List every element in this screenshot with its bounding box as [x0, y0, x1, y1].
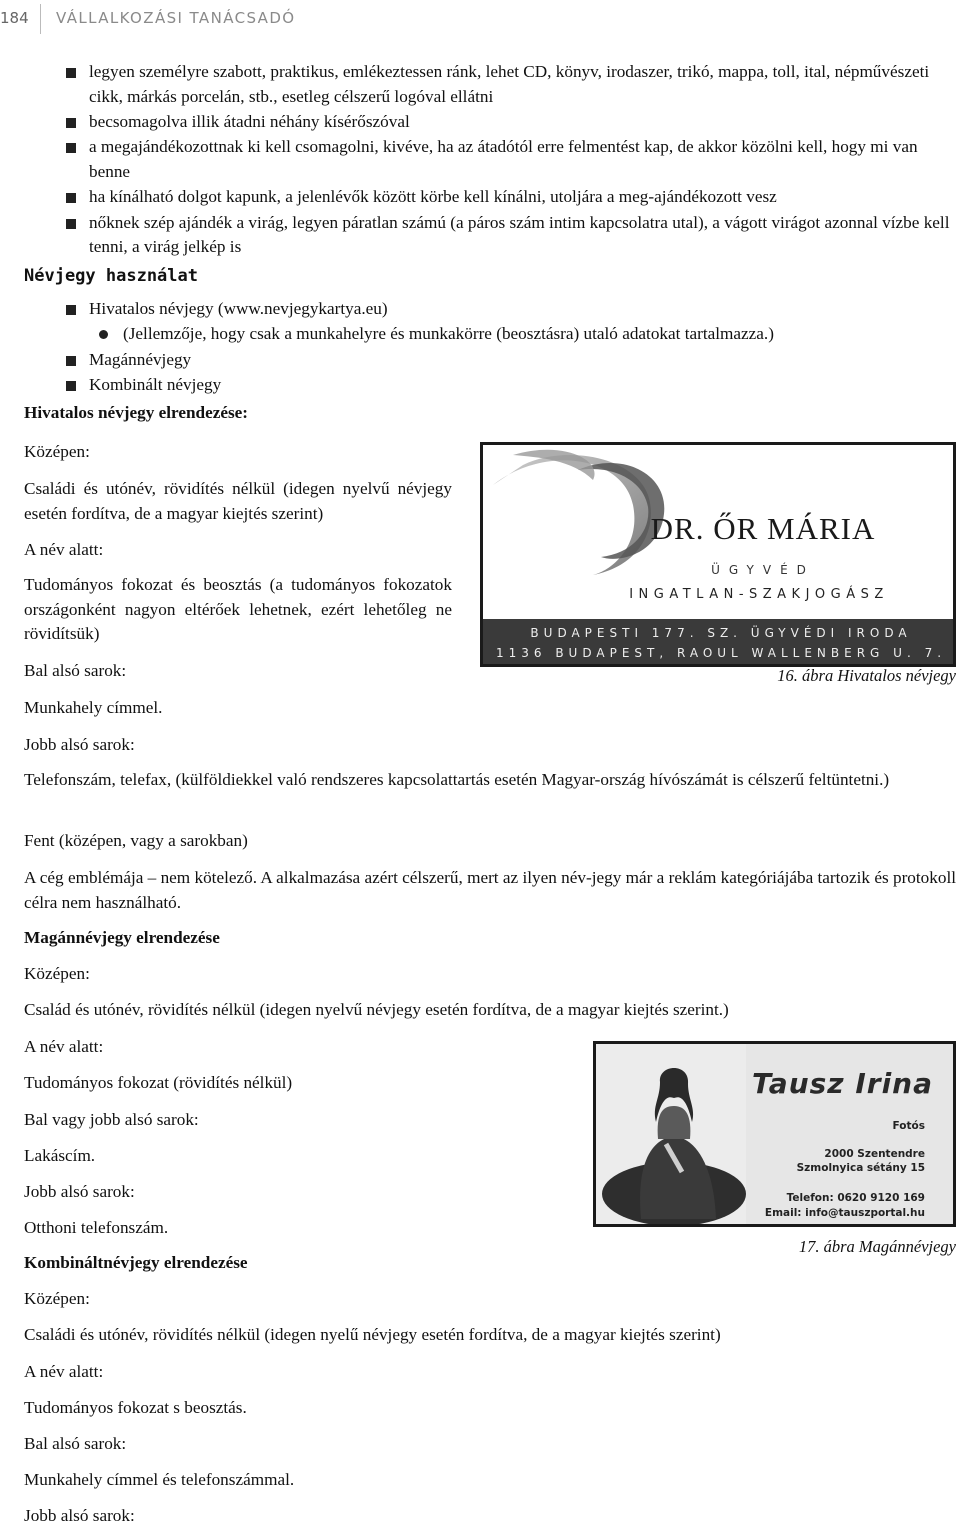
paragraph: Család és utónév, rövidítés nélkül (idegen nyelvű névjegy esetén fordítva, de a magyar kiejtés szerint.): [24, 1000, 729, 1019]
paragraph: Otthoni telefonszám.: [24, 1218, 169, 1237]
paragraph: A cég emblémája – nem kötelező. A alkalmazása azért célszerű, mert az ilyen név-jegy már a reklám kategóriájába tartozik és protokoll célra nem használható.: [24, 868, 956, 912]
label: Középen:: [24, 442, 90, 461]
label: Jobb alsó sarok:: [24, 1182, 135, 1201]
paragraph: Családi és utónév, rövidítés nélkül (idegen nyelű névjegy esetén fordítva, de a magyar kiejtés szerint): [24, 1325, 721, 1344]
list-item: legyen személyre szabott, praktikus, emlékeztessen ránk, lehet CD, könyv, irodaszer, trikó, mappa, toll, ital, népművészeti cikk, márkás porcelán, stb., esetleg célszerű logóval ellátni: [66, 60, 956, 109]
figure-caption: 17. ábra Magánnévjegy: [798, 1237, 956, 1256]
card-address-bar: [483, 619, 956, 667]
card-name: Tausz Irina: [752, 1067, 933, 1100]
list-item: ha kínálható dolgot kapunk, a jelenlévők között körbe kell kínálni, utoljára a meg-ajándékozott vesz: [66, 185, 956, 210]
label: A név alatt:: [24, 1362, 104, 1381]
paragraph: Tudományos fokozat és beosztás (a tudományos fokozatok országonként nagyon eltérőek lehetnek, ezért lehetőleg ne rövidítsük): [24, 575, 452, 643]
paragraph: Fent (középen, vagy a sarokban): [24, 831, 248, 850]
figure-caption: 16. ábra Hivatalos névjegy: [777, 666, 956, 685]
gift-rules-list: [66, 60, 956, 260]
label: Jobb alsó sarok:: [24, 1506, 135, 1525]
official-business-card-image: [480, 442, 956, 667]
official-heading: Hivatalos névjegy elrendezése:: [24, 403, 249, 422]
card-address-line: 2000 Szentendre: [824, 1148, 925, 1160]
section-heading: Névjegy használat: [24, 266, 198, 286]
running-title: VÁLLALKOZÁSI TANÁCSADÓ: [56, 9, 296, 27]
paragraph: Lakáscím.: [24, 1146, 96, 1165]
card-office: BUDAPESTI 177. SZ. ÜGYVÉDI IRODA: [530, 626, 912, 640]
list-item: a megajándékozottnak ki kell csomagolni, kivéve, ha az átadótól erre felmentést kap, de akkor közölni kell, hogy mi van benne: [66, 135, 956, 184]
card-role: ÜGYVÉD: [711, 563, 815, 577]
list-item: Kombinált névjegy: [66, 373, 956, 398]
list-item: Magánnévjegy: [66, 348, 956, 373]
card-address: 1136 BUDAPEST, RAOUL WALLENBERG U. 7.: [495, 646, 947, 660]
list-item: nőknek szép ajándék a virág, legyen páratlan számú (a páros szám intim kapcsolatra utal), a vágott virágot azonnal vízbe kell tenni, a virág jelkép is: [66, 211, 956, 260]
label: Középen:: [24, 1289, 90, 1308]
card-types-list: [66, 297, 956, 399]
list-item: Hivatalos névjegy (www.nevjegykartya.eu): [66, 297, 956, 322]
paragraph: Munkahely címmel és telefonszámmal.: [24, 1470, 295, 1489]
page-header: [0, 6, 960, 30]
combined-heading: Kombináltnévjegy elrendezése: [24, 1253, 248, 1272]
label: Bal alsó sarok:: [24, 1434, 127, 1453]
paragraph: Tudományos fokozat (rövidítés nélkül): [24, 1073, 293, 1092]
label: Bal vagy jobb alsó sarok:: [24, 1110, 199, 1129]
paragraph: Telefonszám, telefax, (külföldiekkel való rendszeres kapcsolattartás esetén Magyar-ország hívószámát is célszerű feltüntetni.): [24, 770, 890, 789]
label: A név alatt:: [24, 540, 104, 559]
sub-list-item: (Jellemzője, hogy csak a munkahelyre és munkakörre (beosztásra) utaló adatokat tartalmazza.): [66, 322, 956, 347]
header-divider: [40, 4, 41, 34]
card-address-line: Szmolnyica sétány 15: [796, 1162, 925, 1174]
card-title: Fotós: [892, 1120, 925, 1132]
paragraph: Családi és utónév, rövidítés nélkül (idegen nyelvű névjegy esetén fordítva, de a magyar kiejtés szerint): [24, 479, 452, 523]
card-name: DR. ŐR MÁRIA: [650, 511, 876, 546]
label: Középen:: [24, 964, 90, 983]
card-specialty: INGATLAN-SZAKJOGÁSZ: [629, 587, 889, 602]
label: Bal alsó sarok:: [24, 661, 127, 680]
portrait-photo-icon: [596, 1044, 746, 1224]
private-heading: Magánnévjegy elrendezése: [24, 928, 220, 947]
label: A név alatt:: [24, 1037, 104, 1056]
label: Jobb alsó sarok:: [24, 735, 135, 754]
card-email: Email: info@tauszportal.hu: [764, 1207, 925, 1219]
paragraph: Munkahely címmel.: [24, 698, 163, 717]
card-phone: Telefon: 0620 9120 169: [786, 1192, 925, 1204]
paragraph: Tudományos fokozat s beosztás.: [24, 1398, 247, 1417]
page-number: 184: [0, 9, 29, 27]
list-item: becsomagolva illik átadni néhány kísérőszóval: [66, 110, 956, 135]
private-business-card-image: [593, 1041, 956, 1227]
